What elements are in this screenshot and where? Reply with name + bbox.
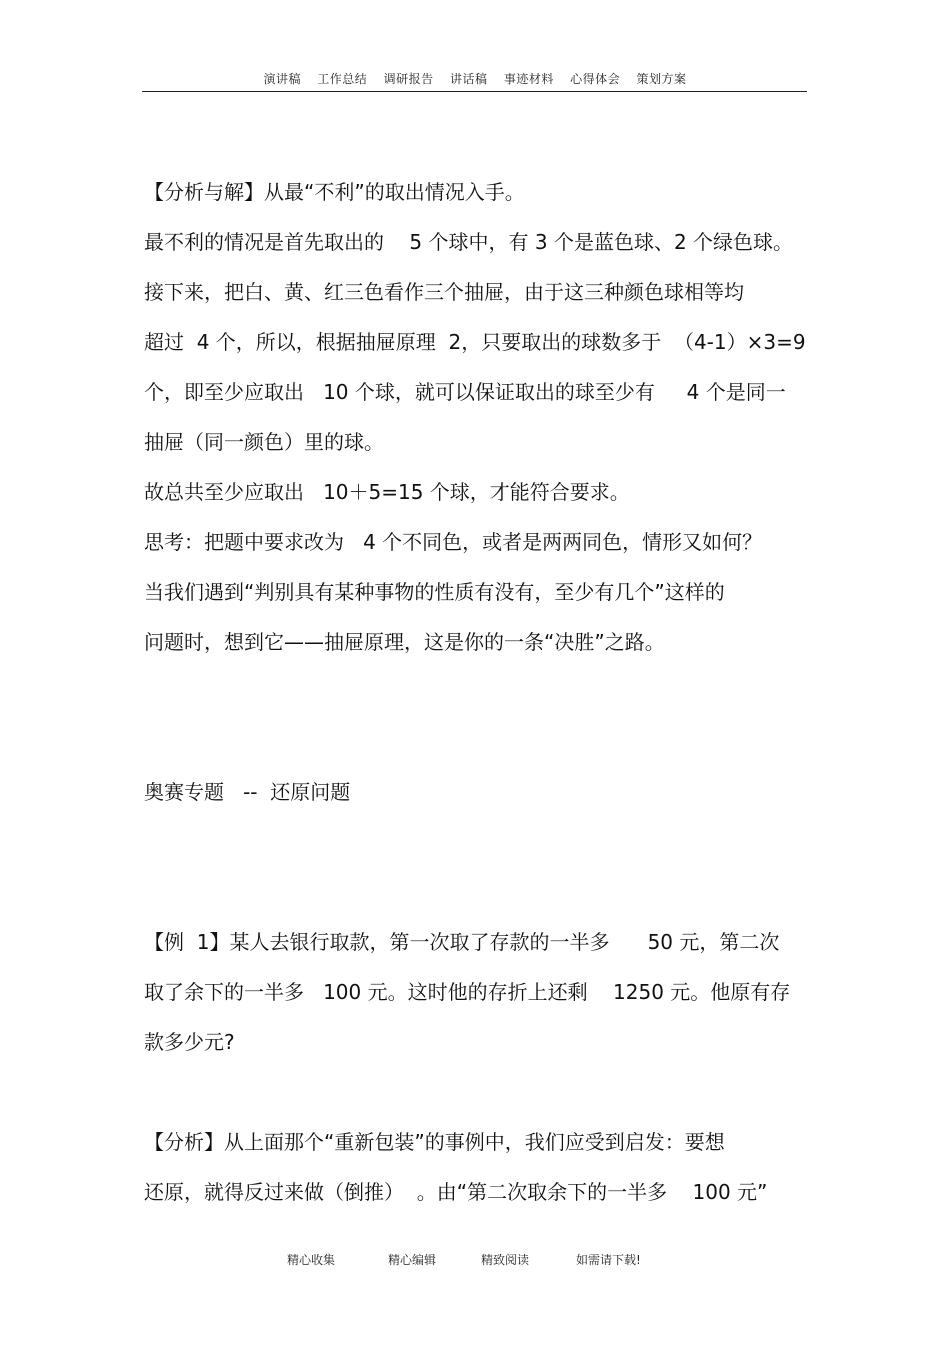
- header-item: 心得体会: [570, 72, 621, 86]
- header-item: 策划方案: [636, 72, 687, 86]
- text-line: 当我们遇到“判别具有某种事物的性质有没有，至少有几个”这样的: [144, 580, 725, 604]
- header-item: 演讲稿: [263, 72, 301, 86]
- text-line: 个，即至少应取出 10 个球，就可以保证取出的球至少有 4 个是同一: [144, 380, 786, 404]
- footer-item: 精心收集: [287, 1253, 336, 1267]
- header-item: 事迹材料: [503, 72, 554, 86]
- text-line: 取了余下的一半多 100 元。这时他的存折上还剩 1250 元。他原有存: [144, 980, 791, 1004]
- text-line: 【分析】从上面那个“重新包装”的事例中，我们应受到启发：要想: [144, 1130, 725, 1154]
- header-item: 讲话稿: [449, 72, 488, 86]
- header-divider: [142, 91, 807, 92]
- header-item: 调研报告: [383, 72, 434, 86]
- footer-item: 精心编辑: [388, 1253, 437, 1267]
- text-line: 问题时，想到它——抽屉原理，这是你的一条“决胜”之路。: [144, 630, 665, 654]
- text-line: 思考：把题中要求改为 4 个不同色，或者是两两同色，情形又如何？: [144, 530, 763, 554]
- section-title: 奥赛专题 -- 还原问题: [144, 780, 351, 804]
- text-line: 最不利的情况是首先取出的 5 个球中，有 3 个是蓝色球、2 个绿色球。: [144, 230, 794, 254]
- text-line: 【分析与解】从最“不利”的取出情况入手。: [144, 180, 525, 204]
- text-line: 抽屉（同一颜色）里的球。: [144, 430, 384, 454]
- text-line: 还原，就得反过来做（倒推） 。由“第二次取余下的一半多 100 元”: [144, 1180, 768, 1204]
- page-header: [0, 70, 950, 87]
- header-item: 工作总结: [317, 72, 368, 86]
- footer-item: 如需请下载!: [576, 1253, 641, 1267]
- text-line: 款多少元?: [144, 1030, 235, 1054]
- footer-item: 精致阅读: [481, 1253, 530, 1267]
- text-line: 【例 1】某人去银行取款，第一次取了存款的一半多 50 元，第二次: [144, 930, 780, 954]
- text-line: 接下来，把白、黄、红三色看作三个抽屉，由于这三种颜色球相等均: [144, 280, 744, 304]
- text-line: 故总共至少应取出 10＋5=15 个球，才能符合要求。: [144, 480, 630, 504]
- text-line: 超过 4 个，所以，根据抽屉原理 2，只要取出的球数多于 （4-1）×3=9: [144, 330, 806, 354]
